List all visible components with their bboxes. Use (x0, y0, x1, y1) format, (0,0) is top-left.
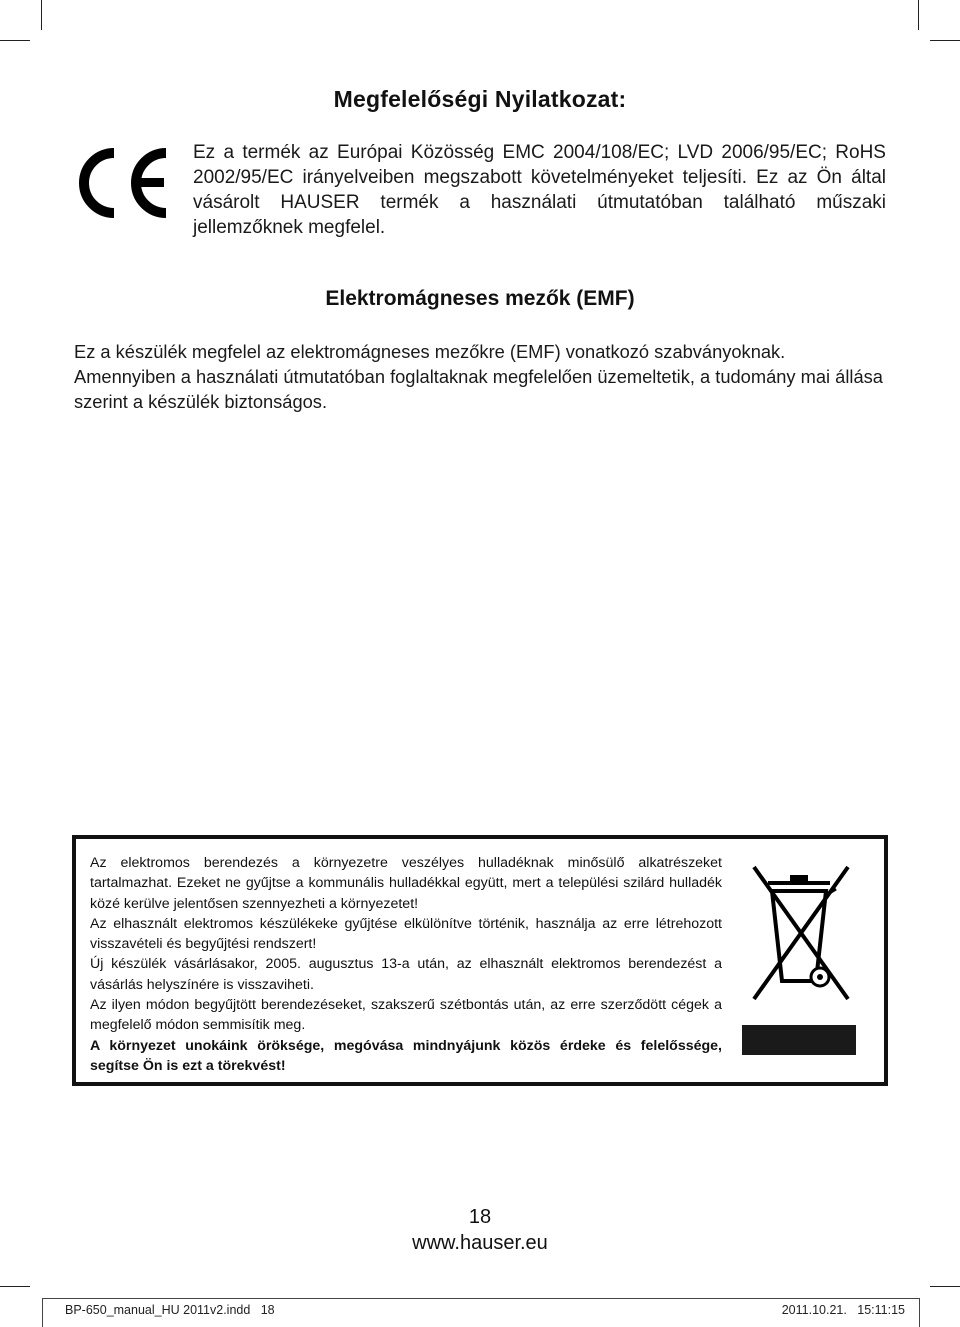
crossed-out-wheelie-bin-icon (736, 849, 861, 1019)
emf-heading: Elektromágneses mezők (EMF) (325, 287, 635, 310)
emf-text: Ez a készülék megfelel az elektromágneses mezőkre (EMF) vonatkozó szabványoknak. Amennyiben a használati útmutatóban foglaltaknak megfelelően üzemeltetik, a tudomány mai állása szerint a készülék biztonságos. (74, 341, 883, 412)
ce-declaration-text: Ez a termék az Európai Közösség EMC 2004/108/EC; LVD 2006/95/EC; RoHS 2002/95/EC irányelveiben megszabott követelményeket teljesíti. Ez az Ön által vásárolt HAUSER termék a használati útmutatóban található műszaki jellemzőknek megfelel. (193, 142, 886, 238)
crop-mark (930, 40, 960, 41)
crop-mark (918, 0, 919, 30)
weee-paragraph: Az elhasznált elektromos készülékeke gyűjtése elkülönítve történik, használja az erre létrehozott visszavételi és begyűjtési rendszert! (90, 915, 722, 953)
weee-black-bar (742, 1025, 856, 1055)
weee-text (90, 853, 722, 1076)
weee-paragraph: Az elektromos berendezés a környezetre veszélyes hulladéknak minősülő alkatrészeket tartalmazhat. Ezeket ne gyűjtse a kommunális hulladékkal együtt, mert a települési szilárd hulladék közé kerülve jelentősen szennyezheti a környezetet! (90, 855, 722, 912)
weee-paragraph: Az ilyen módon begyűjtött berendezéseket, szakszerű szétbontás után, az erre szerződött cégek a megfelelő módon semmisítik meg. (90, 997, 722, 1034)
page-number: 18 (468, 1206, 492, 1228)
declaration-title: Megfelelőségi Nyilatkozat: (333, 86, 627, 112)
crop-mark (0, 1286, 30, 1287)
website-url: www.hauser.eu (412, 1232, 548, 1254)
weee-closing-statement: A környezet unokáink öröksége, megóvása mindnyájunk közös érdeke és felelőssége, segítse Ön is ezt a törekvést! (90, 1037, 722, 1074)
footer-datetime: 2011.10.21. 15:11:15 (781, 1303, 905, 1317)
weee-paragraph: Új készülék vásárlásakor, 2005. augusztus 13-a után, az elhasznált elektromos berendezést a vásárlás helyszínére is visszaviheti. (90, 956, 722, 993)
weee-notice-box (72, 835, 888, 1086)
print-slug-footer (42, 1298, 920, 1327)
footer-file-name: BP-650_manual_HU 2011v2.indd 18 (65, 1303, 275, 1317)
crop-mark (41, 0, 42, 30)
crop-mark (930, 1286, 960, 1287)
crop-mark (0, 40, 30, 41)
ce-mark-icon (74, 146, 172, 220)
